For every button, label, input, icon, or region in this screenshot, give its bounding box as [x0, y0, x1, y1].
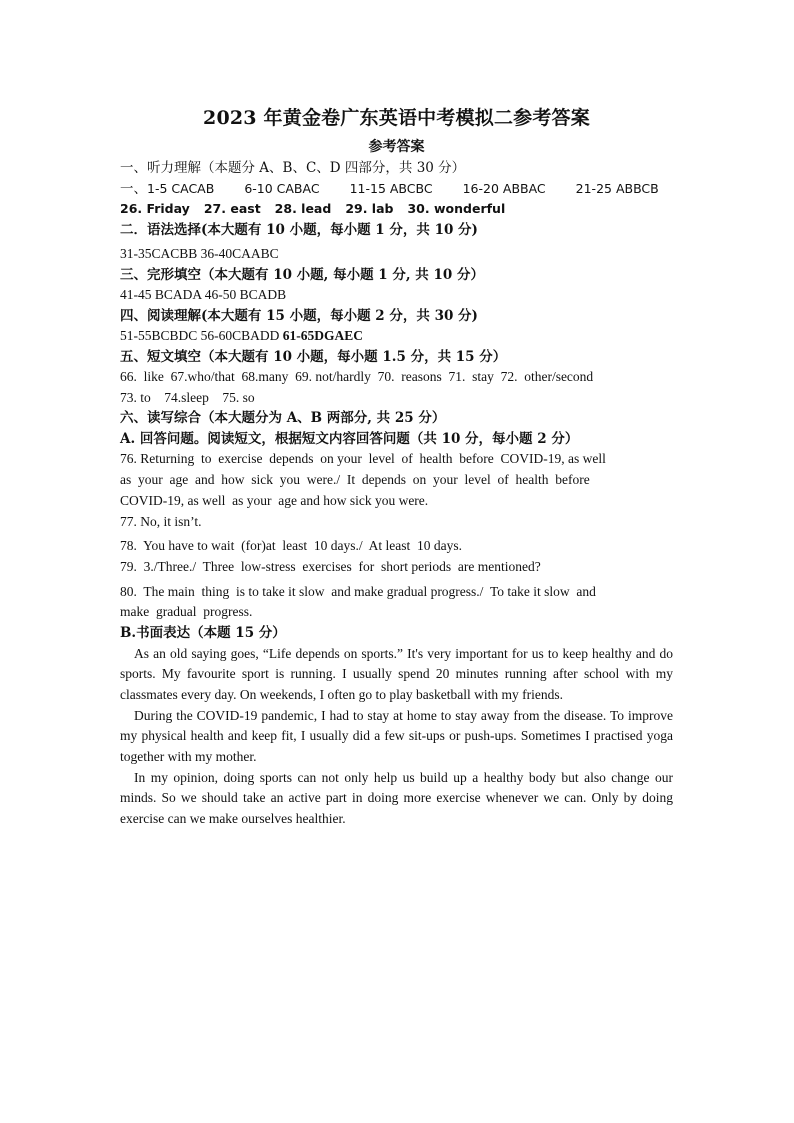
answer-76-line3: COVID-19, as well as your age and how sick you were.	[120, 492, 429, 508]
section-fill-heading	[120, 347, 673, 368]
answer-group: 11-15 ABCBC	[349, 180, 433, 196]
fill-answers-line2: 73. to 74.sleep 75. so	[120, 389, 255, 405]
fill-answers-line1: 66. like 67.who/that 68.many 69. not/hardly 70. reasons 71. stay 72. other/second	[120, 369, 594, 384]
answer-76-line2: as your age and how sick you were./ It depends on your level of health before	[120, 472, 590, 488]
section-listening-heading: 一、听力理解（本题分 A、B、C、D 四部分，共 30 分）	[120, 160, 466, 176]
page-subtitle: 参考答案	[368, 139, 425, 155]
section-writing-heading: 六、读写综合（本大题分为 A、B 两部分, 共 25 分）	[120, 410, 446, 427]
answer-item: 27. east	[203, 201, 261, 216]
section-grammar-heading: 二．语法选择(本大题有 10 小题，每小题 1 分，共 10 分)	[120, 221, 478, 238]
answer-item: 28. lead	[274, 201, 332, 216]
listening-answers-row2	[120, 199, 673, 220]
answer-79: 79. 3./Three./ Three low-stress exercises for short periods are mentioned?	[120, 558, 541, 574]
answer-group: 1-5 CACAB	[147, 180, 215, 196]
reading-answers-b: 61-65DGAEC	[282, 328, 364, 343]
part-a-heading: A. 回答问题。阅读短文，根据短文内容回答问题（共 10 分，每小题 2 分）	[120, 430, 579, 447]
answer-group: 16-20 ABBAC	[462, 180, 546, 196]
answer-item: 29. lab	[345, 201, 394, 216]
answer-78: 78. You have to wait (for)at least 10 days./ At least 10 days.	[120, 538, 462, 554]
essay-paragraph-1: As an old saying goes, “Life depends on sports.” It's very important for us to keep healthy and do sports. My favourite sport is running. I usually spend 20 minutes running after school with my classmates every day. On weekends, I often go to play basketball with my friends.	[120, 645, 673, 702]
answer-76-line1: 76. Returning to exercise depends on your level of health before COVID-19, as well	[120, 451, 606, 467]
section-reading-heading: 四、阅读理解(本大题有 15 小题，每小题 2 分，共 30 分)	[120, 307, 478, 324]
answer-group: 6-10 CABAC	[244, 180, 320, 196]
essay-paragraph-3: In my opinion, doing sports can not only help us build up a healthy body but also change our minds. So we should take an active part in doing more exercise whenever we can. Only by doing exercise can we make ourselves healthier.	[120, 769, 673, 827]
answer-item: 30. wonderful	[407, 201, 506, 216]
answer-group: 21-25 ABBCB	[575, 180, 659, 196]
reading-answers-a: 51-55BCBDC 56-60CBADD	[120, 328, 283, 343]
answer-77: 77. No, it isn’t.	[120, 513, 202, 529]
answer-80-line2: make gradual progress.	[120, 604, 253, 620]
grammar-answers: 31-35CACBB 36-40CAABC	[120, 246, 279, 261]
fill-heading: 五、短文填空（本大题有 10 小题，每小题 1.5 分，共 15 分）	[120, 348, 507, 365]
part-b-heading: B.书面表达（本题 15 分）	[120, 625, 286, 642]
cloze-answers: 41-45 BCADA 46-50 BCADB	[120, 287, 287, 302]
reading-answers	[120, 326, 673, 347]
listening-prefix: 一、	[120, 180, 147, 197]
page-title: 2023 年黄金卷广东英语中考模拟二参考答案	[203, 107, 590, 129]
answer-item: 26. Friday	[120, 201, 190, 216]
answer-80-line1: 80. The main thing is to take it slow and make gradual progress./ To take it slow and	[120, 583, 596, 599]
listening-answers-row1	[120, 179, 673, 200]
essay-paragraph-2: During the COVID-19 pandemic, I had to stay at home to stay away from the disease. To improve my physical health and keep fit, I usually did a few sit-ups or push-ups. Sometimes I practised yoga together with my mother.	[120, 707, 673, 765]
answer-key-page	[120, 103, 673, 830]
section-cloze-heading: 三、完形填空（本大题有 10 小题, 每小题 1 分, 共 10 分）	[120, 266, 484, 283]
